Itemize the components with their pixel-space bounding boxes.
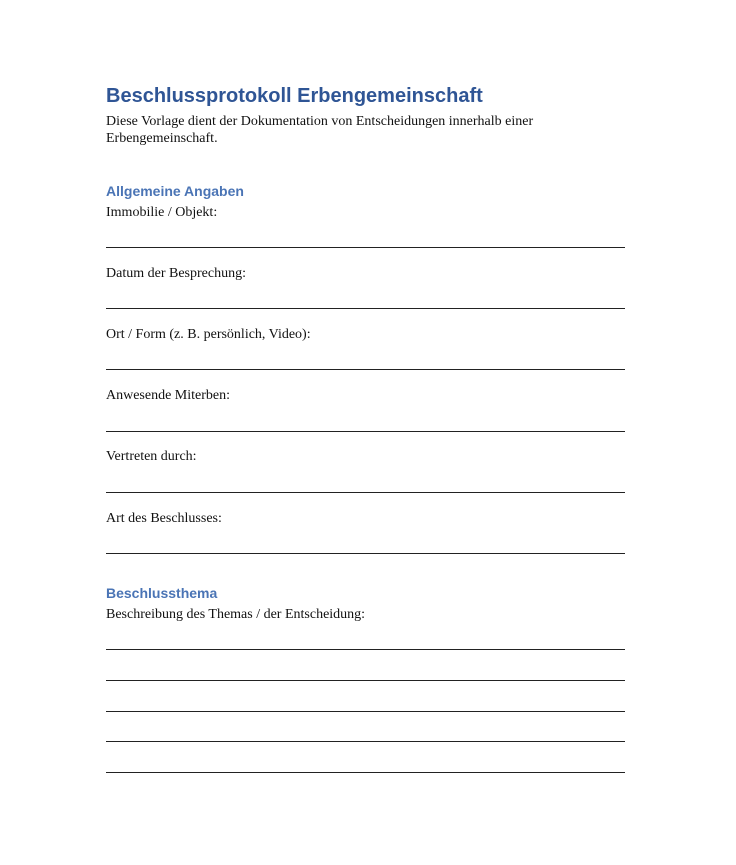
field-line-represented-by[interactable] (106, 492, 625, 493)
field-line-resolution-type[interactable] (106, 553, 625, 554)
field-line-meeting-date[interactable] (106, 308, 625, 309)
field-label-represented-by: Vertreten durch: (106, 449, 197, 464)
field-label-resolution-type: Art des Beschlusses: (106, 511, 222, 526)
page-title: Beschlussprotokoll Erbengemeinschaft (106, 85, 483, 107)
field-line-topic-description[interactable] (106, 649, 625, 650)
field-label-topic-description: Beschreibung des Themas / der Entscheidung: (106, 607, 366, 622)
field-line-topic-description[interactable] (106, 680, 625, 681)
field-label-attending-heirs: Anwesende Miterben: (106, 388, 231, 403)
field-label-property: Immobilie / Objekt: (106, 205, 218, 220)
field-line-property[interactable] (106, 247, 625, 248)
field-line-topic-description[interactable] (106, 741, 625, 742)
field-label-meeting-date: Datum der Besprechung: (106, 266, 246, 281)
field-line-topic-description[interactable] (106, 711, 625, 712)
section-heading-topic: Beschlussthema (106, 585, 218, 601)
field-line-location-format[interactable] (106, 369, 625, 370)
section-heading-general: Allgemeine Angaben (106, 183, 244, 199)
intro-text: Diese Vorlage dient der Dokumentation von Entscheidungen innerhalb einer Erbengemeinschaft. (106, 114, 534, 146)
field-line-attending-heirs[interactable] (106, 431, 625, 432)
field-label-location-format: Ort / Form (z. B. persönlich, Video): (106, 327, 311, 342)
field-line-topic-description[interactable] (106, 772, 625, 773)
